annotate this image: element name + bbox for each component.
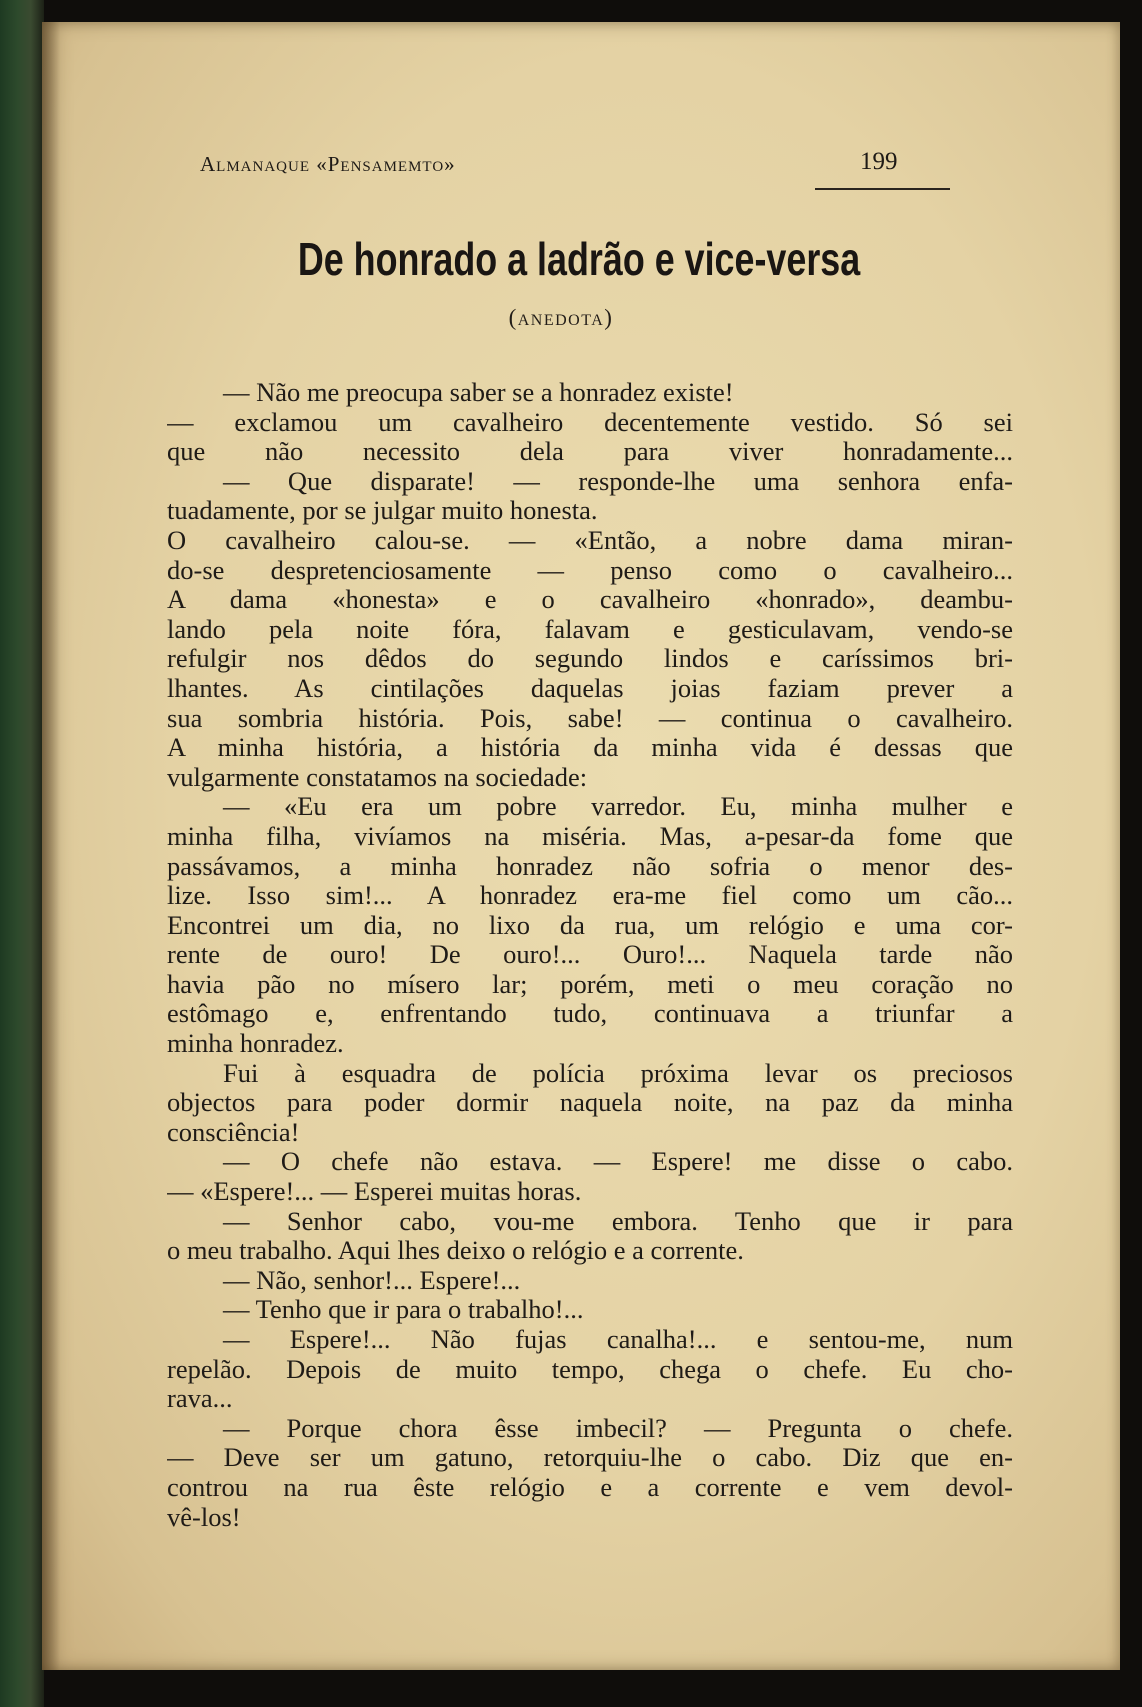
text-line: havia pão no mísero lar; porém, meti o meu coração no — [167, 969, 1013, 999]
running-title: Almanaque «Pensamemto» — [200, 152, 456, 176]
text-line: minha honradez. — [167, 1029, 344, 1059]
text-line: — Que disparate! — responde-lhe uma senhora enfa- — [223, 466, 1013, 496]
text-line: o meu trabalho. Aqui lhes deixo o relógio e a corrente. — [167, 1236, 744, 1266]
text-line: refulgir nos dêdos do segundo lindos e caríssimos bri- — [167, 644, 1013, 674]
page-gutter-shadow — [42, 22, 60, 1670]
text-line: — Espere!... Não fujas canalha!... e sentou-me, num — [223, 1325, 1013, 1354]
text-line: rava... — [167, 1384, 233, 1414]
text-line: sua sombria história. Pois, sabe! — continua o cavalheiro. — [167, 703, 1013, 733]
header-rule — [815, 188, 950, 190]
text-line: vê-los! — [167, 1502, 241, 1532]
text-line: do-se despretenciosamente — penso como o cavalheiro... — [167, 555, 1013, 585]
book-page — [42, 22, 1120, 1670]
text-line: — Não, senhor!... Espere!... — [223, 1265, 521, 1295]
text-line: estômago e, enfrentando tudo, continuava a triunfar a — [167, 999, 1013, 1029]
text-line: Fui à esquadra de polícia próxima levar os preciosos — [223, 1058, 1013, 1088]
text-line: que não necessito dela para viver honradamente... — [167, 437, 1013, 467]
text-line: lhantes. As cintilações daquelas joias faziam prever a — [167, 673, 1013, 703]
article-title: De honrado a ladrão e vice-versa — [297, 233, 861, 285]
text-line: — Tenho que ir para o trabalho!... — [223, 1295, 584, 1325]
article-subtitle: (anedota) — [508, 305, 614, 330]
text-line: lando pela noite fóra, falavam e gesticulavam, vendo-se — [167, 614, 1013, 644]
text-line: — Porque chora êsse imbecil? — Pregunta o chefe. — [223, 1413, 1013, 1443]
text-line: — «Eu era um pobre varredor. Eu, minha mulher e — [223, 792, 1013, 822]
text-line: controu na rua êste relógio e a corrente e vem devol- — [167, 1472, 1013, 1502]
text-line: consciência! — [167, 1117, 300, 1147]
book-cover-edge — [0, 0, 44, 1707]
text-line: — Deve ser um gatuno, retorquiu-lhe o cabo. Diz que en- — [167, 1443, 1013, 1473]
text-line: passávamos, a minha honradez não sofria o menor des- — [167, 851, 1013, 881]
text-line: A dama «honesta» e o cavalheiro «honrado», deambu- — [167, 585, 1013, 615]
text-line: tuadamente, por se julgar muito honesta. — [167, 496, 598, 526]
text-line: vulgarmente constatamos na sociedade: — [167, 762, 588, 792]
text-line: lize. Isso sim!... A honradez era-me fiel como um cão... — [167, 881, 1013, 911]
text-line: — Senhor cabo, vou-me embora. Tenho que ir para — [223, 1206, 1013, 1236]
text-line: — exclamou um cavalheiro decentemente vestido. Só sei — [167, 407, 1013, 437]
text-line: A minha história, a história da minha vida é dessas que — [167, 733, 1013, 763]
text-line: — Não me preocupa saber se a honradez existe! — [223, 378, 734, 407]
text-line: objectos para poder dormir naquela noite, na paz da minha — [167, 1088, 1013, 1118]
article-body — [167, 378, 1013, 1532]
running-header — [160, 148, 950, 192]
text-line: — O chefe não estava. — Espere! me disse o cabo. — [223, 1147, 1013, 1177]
text-line: — «Espere!... — Esperei muitas horas. — [167, 1177, 582, 1207]
page-number: 199 — [860, 148, 898, 175]
text-line: Encontrei um dia, no lixo da rua, um relógio e uma cor- — [167, 910, 1013, 940]
text-line: O cavalheiro calou-se. — «Então, a nobre dama miran- — [167, 525, 1013, 555]
text-line: repelão. Depois de muito tempo, chega o chefe. Eu cho- — [167, 1354, 1013, 1384]
text-line: minha filha, vivíamos na miséria. Mas, a-pesar-da fome que — [167, 821, 1013, 851]
text-line: rente de ouro! De ouro!... Ouro!... Naquela tarde não — [167, 940, 1013, 970]
